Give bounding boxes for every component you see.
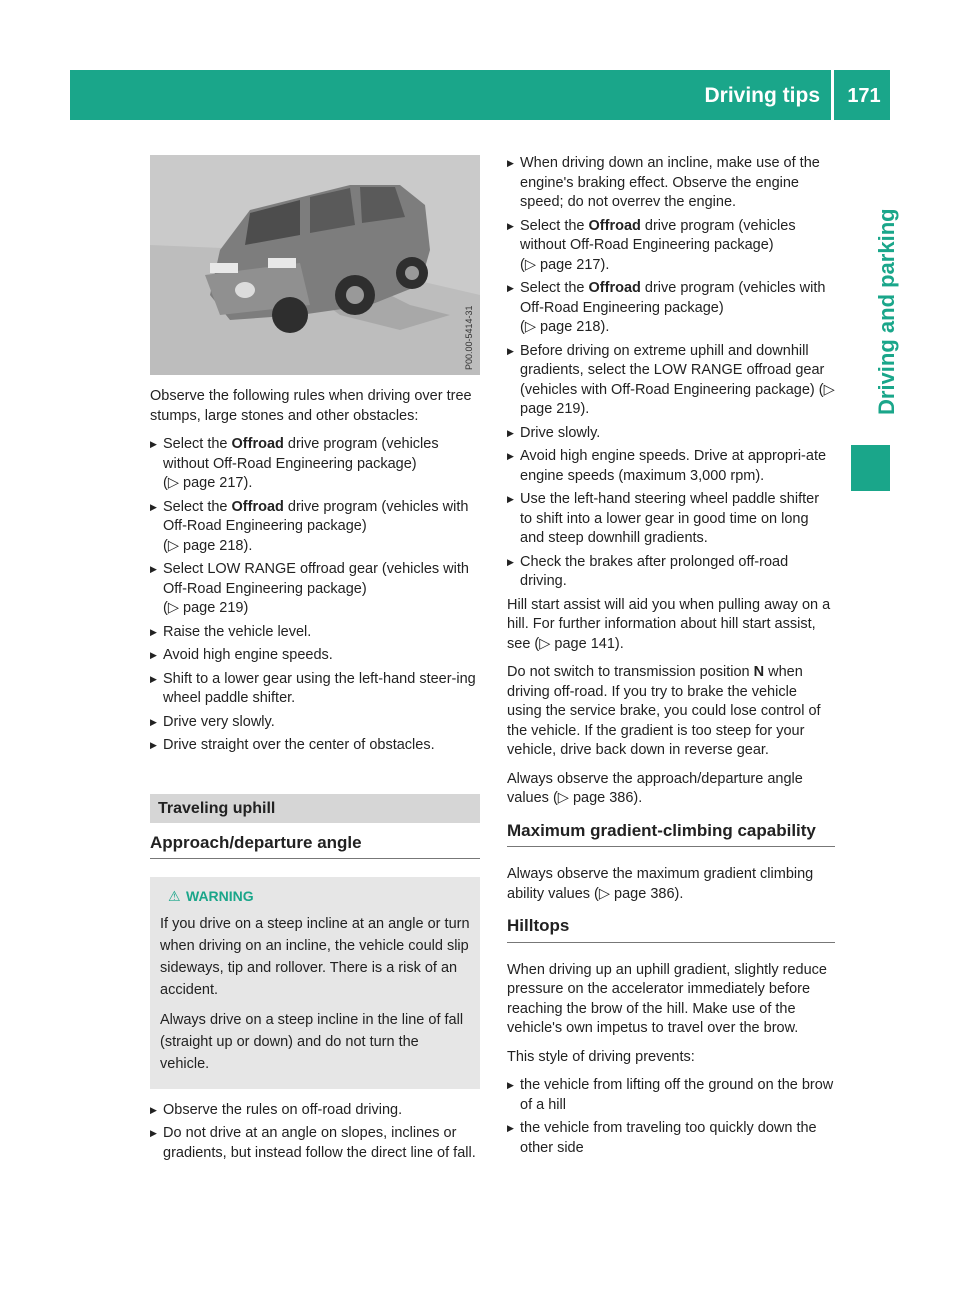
header-divider — [831, 70, 834, 120]
list-item: ▶ Observe the rules on off-road driving. — [150, 1101, 480, 1121]
list-item: ▶ Before driving on extreme uphill and downhill gradients, select the LOW RANGE offroad gear (vehicles with Off-Road Engineering package) (▷ page 219). — [507, 342, 835, 420]
incline-rules-list — [150, 1101, 480, 1164]
warning-paragraph: If you drive on a steep incline at an angle or turn when driving on an incline, the vehicle could slip sideways, tip and rollover. There is a risk of an accident. — [160, 915, 470, 998]
left-column — [150, 387, 480, 1167]
item-bold: Offroad — [231, 436, 284, 452]
item-text: drive program (vehicles without Off-Road Engineering package) — [520, 217, 796, 253]
para-text: Do not switch to transmission position — [507, 664, 754, 680]
list-item: ▶ Drive straight over the center of obstacles. — [150, 736, 480, 756]
side-tab-label: Driving and parking — [874, 208, 899, 415]
warning-title: WARNING — [186, 888, 254, 904]
item-text: drive program (vehicles with Off-Road Engineering package) — [163, 498, 469, 534]
list-item: ▶ the vehicle from lifting off the ground on the brow of a hill — [507, 1076, 835, 1115]
hilltops-paragraph: When driving up an uphill gradient, slightly reduce pressure on the accelerator immediately before reaching the brow of the hill. Make use of the vehicle's own impetus to travel over the brow. — [507, 961, 827, 1036]
page-ref: (▷ page 218). — [520, 319, 610, 335]
list-item: ▶ Avoid high engine speeds. — [150, 646, 480, 666]
section-title: Traveling uphill — [150, 794, 480, 823]
list-item — [507, 217, 835, 276]
observe-angle-paragraph: Always observe the approach/departure angle values (▷ page 386). — [507, 770, 803, 806]
list-item: ▶ Shift to a lower gear using the left-hand steer-ing wheel paddle shifter. — [150, 670, 480, 709]
warning-heading — [160, 887, 470, 907]
right-column — [507, 154, 835, 1162]
page-ref: (▷ page 219) — [163, 600, 249, 616]
hill-start-paragraph: Hill start assist will aid you when pulling away on a hill. For further information about hill start assist, see (▷ page 141). — [507, 596, 831, 652]
list-item: ▶ Check the brakes after prolonged off-road driving. — [507, 553, 835, 592]
list-item: ▶ Use the left-hand steering wheel paddle shifter to shift into a lower gear in good time on long and steep downhill gradients. — [507, 490, 835, 549]
section-header-title: Driving tips — [704, 84, 820, 107]
item-text: Select the — [163, 436, 232, 452]
suv-offroad-illustration — [150, 155, 480, 375]
page-ref: (▷ page 217). — [520, 256, 610, 273]
list-item: ▶ Raise the vehicle level. — [150, 623, 480, 643]
list-item: ▶ Avoid high engine speeds. Drive at appropri-ate engine speeds (maximum 3,000 rpm). — [507, 447, 835, 486]
item-text: Select the — [163, 498, 232, 515]
max-gradient-paragraph: Always observe the maximum gradient climbing ability values (▷ page 386). — [507, 866, 814, 902]
hilltops-heading: Hilltops — [507, 916, 835, 943]
item-text: Select LOW RANGE offroad gear (vehicles with Off-Road Engineering package) — [163, 561, 469, 597]
list-item — [150, 560, 480, 619]
list-item: ▶ When driving down an incline, make use of the engine's braking effect. Observe the engine speed; do not overrev the engine. — [507, 154, 835, 213]
figure-code: P00.00-5414-31 — [464, 305, 474, 370]
gear-n: N — [753, 664, 765, 680]
list-item — [150, 435, 480, 494]
subsection-title: Approach/departure angle — [150, 833, 480, 860]
item-bold: Offroad — [231, 498, 284, 515]
page-ref: (▷ page 217). — [163, 475, 253, 491]
item-text: Select the — [520, 280, 589, 296]
list-item: ▶ the vehicle from traveling too quickly down the other side — [507, 1119, 835, 1158]
page-number: 171 — [847, 85, 881, 107]
list-item — [150, 498, 480, 557]
para-text: when driving off-road. If you try to brake the vehicle using the service brake, you could lose control of the vehicle. If the gradient is too steep for your vehicle, drive back down in reverse gear. — [507, 664, 821, 758]
item-text: Select the — [520, 217, 589, 234]
list-item: ▶ Do not drive at an angle on slopes, inclines or gradients, but instead follow the direct line of fall. — [150, 1124, 480, 1163]
item-text: drive program (vehicles with Off-Road Engineering package) — [520, 280, 826, 316]
warning-triangle-icon: ⚠ — [168, 888, 181, 904]
list-item: ▶ Drive very slowly. — [150, 713, 480, 733]
intro-paragraph: Observe the following rules when driving over tree stumps, large stones and other obstacles: — [150, 388, 472, 424]
suv-illustration-svg — [150, 155, 480, 375]
obstacle-rules-list — [150, 435, 480, 756]
transmission-paragraph — [507, 663, 835, 761]
prevents-paragraph: This style of driving prevents: — [507, 1048, 695, 1065]
list-item: ▶ Drive slowly. — [507, 424, 835, 444]
item-bold: Offroad — [588, 217, 641, 234]
page-ref: (▷ page 218). — [163, 537, 253, 554]
side-tab-marker — [851, 445, 890, 491]
item-bold: Offroad — [588, 280, 641, 296]
item-text: drive program (vehicles without Off-Road Engineering package) — [163, 436, 439, 472]
warning-paragraph: Always drive on a steep incline in the line of fall (straight up or down) and do not turn the vehicle. — [160, 1011, 464, 1072]
downhill-rules-list — [507, 154, 835, 592]
max-gradient-heading: Maximum gradient-climbing capability — [507, 821, 835, 848]
warning-box — [150, 877, 480, 1089]
list-item — [507, 279, 835, 338]
prevents-list — [507, 1076, 835, 1158]
